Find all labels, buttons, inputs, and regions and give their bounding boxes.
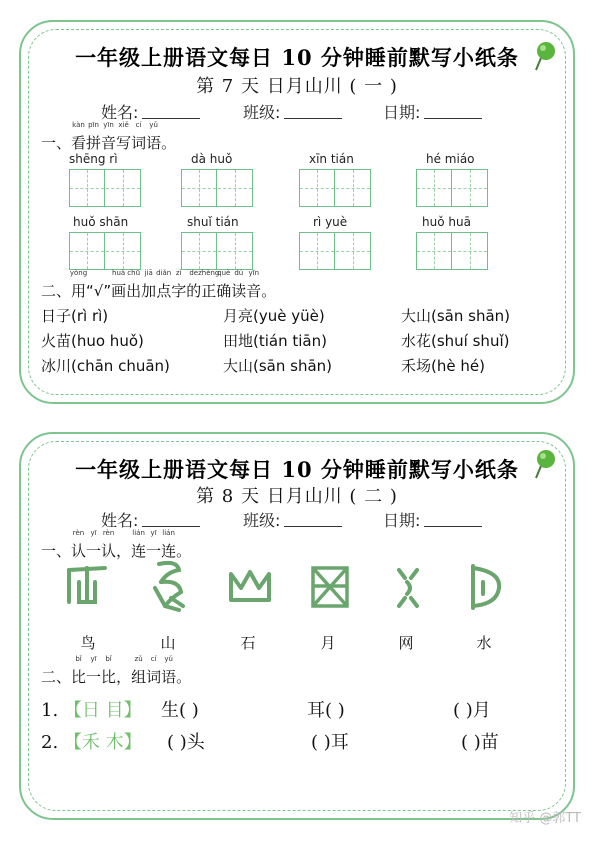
heading-pinyin: yī: [150, 529, 157, 537]
heading-pinyin: yòng: [69, 269, 88, 277]
section-2-heading: [41, 655, 192, 687]
section-number: 一、: [41, 542, 72, 560]
heading-pinyin: pīn: [88, 121, 99, 129]
date-field[interactable]: [383, 508, 482, 531]
heading-pinyin: yǔ: [164, 655, 173, 663]
heading-char: “√”: [86, 282, 112, 300]
name-blank[interactable]: [142, 512, 200, 527]
ancient-glyph-water-icon[interactable]: [467, 562, 503, 612]
heading-char: 词 cí: [131, 121, 147, 152]
heading-suffix: 。: [176, 668, 192, 686]
heading-pinyin: bǐ: [75, 655, 82, 663]
heading-char: 字 zì: [171, 269, 187, 300]
heading-pinyin: rèn: [72, 529, 85, 537]
heading-pinyin: diǎn: [156, 269, 172, 277]
writing-grid[interactable]: [299, 169, 371, 207]
heading-char: 加 jiā: [141, 269, 157, 300]
card-title: 一年级上册语文每日 10 分钟睡前默写小纸条: [75, 45, 519, 70]
heading-char: 出 chū: [126, 269, 142, 300]
class-field[interactable]: [243, 508, 342, 531]
date-label: 日期:: [383, 103, 421, 122]
pushpin-icon: [533, 448, 557, 480]
card-title: 一年级上册语文每日 10 分钟睡前默写小纸条: [75, 457, 519, 482]
heading-suffix: 。: [176, 542, 192, 560]
heading-char: 正 zhèng: [198, 269, 220, 300]
writing-grid[interactable]: [299, 232, 371, 270]
heading-pinyin: bǐ: [105, 655, 112, 663]
heading-char: 连 lián: [131, 529, 147, 560]
card-subtitle: 第 7 天 日月山川 ( 一 ): [196, 76, 398, 97]
heading-suffix: 。: [161, 134, 177, 152]
heading-pinyin: zǔ: [134, 655, 143, 663]
heading-char: 音 yīn: [246, 269, 262, 300]
fill-blank[interactable]: ( )苗: [461, 732, 499, 753]
heading-pinyin: yīn: [248, 269, 260, 277]
heading-pinyin: dú: [234, 269, 244, 277]
pinyin-label: huǒ huā: [422, 215, 471, 229]
pinyin-label: shuǐ tián: [187, 215, 239, 229]
heading-char: ，: [116, 668, 132, 686]
heading-char: 认 rèn: [101, 529, 117, 560]
pinyin-label: rì yuè: [313, 215, 348, 229]
ancient-glyph-mountain-icon[interactable]: [149, 558, 189, 614]
pushpin-icon: [533, 40, 557, 72]
fill-blank[interactable]: 耳( ): [307, 700, 345, 721]
reading-option[interactable]: 火苗(huo huǒ): [41, 332, 144, 350]
glyph-label[interactable]: 石: [240, 634, 256, 652]
exercise-row-1: [41, 696, 142, 722]
class-label: 班级:: [243, 511, 281, 530]
heading-pinyin: què: [217, 269, 231, 277]
char-pair-bracket: 【禾 木】: [63, 732, 142, 753]
heading-pinyin: kàn: [72, 121, 85, 129]
heading-char: 用 yòng: [69, 269, 88, 300]
name-field[interactable]: [101, 100, 200, 123]
name-label: 姓名:: [101, 511, 139, 530]
ancient-glyph-moon-icon[interactable]: [309, 564, 351, 610]
heading-pinyin: yǔ: [149, 121, 158, 129]
worksheet-card-day7: [19, 20, 575, 404]
fill-blank[interactable]: 生( ): [161, 700, 199, 721]
reading-option[interactable]: 禾场(hè hé): [401, 357, 485, 375]
reading-option[interactable]: 田地(tián tiān): [223, 332, 327, 350]
heading-char: 比 bǐ: [71, 655, 87, 686]
heading-char: 音 yīn: [101, 121, 117, 152]
pinyin-label: shēng rì: [69, 152, 118, 166]
heading-char: 确 què: [216, 269, 232, 300]
glyph-label[interactable]: 网: [398, 634, 414, 652]
reading-option[interactable]: 水花(shuí shuǐ): [401, 332, 510, 350]
heading-pinyin: yī: [90, 655, 97, 663]
writing-grid[interactable]: [181, 232, 253, 270]
heading-char: 点 diǎn: [156, 269, 172, 300]
reading-option[interactable]: 大山(sān shān): [223, 357, 333, 375]
heading-pinyin: zhèng: [198, 269, 220, 277]
heading-char: 认 rèn: [71, 529, 87, 560]
heading-char: 看 kàn: [71, 121, 87, 152]
heading-char: 一 yī: [86, 529, 102, 560]
glyph-label[interactable]: 鸟: [80, 634, 96, 652]
ancient-glyph-bird-icon[interactable]: [63, 562, 113, 612]
date-field[interactable]: [383, 100, 482, 123]
exercise-number: 2.: [41, 732, 59, 753]
heading-char: 拼 pīn: [86, 121, 102, 152]
class-blank[interactable]: [284, 512, 342, 527]
fill-blank[interactable]: ( )头: [167, 732, 205, 753]
class-label: 班级:: [243, 103, 281, 122]
heading-char: ，: [116, 542, 132, 560]
pinyin-label: huǒ shān: [73, 215, 129, 229]
heading-pinyin: zì: [175, 269, 182, 277]
reading-option[interactable]: 月亮(yuè yüè): [223, 307, 325, 325]
heading-pinyin: lián: [132, 529, 145, 537]
heading-suffix: 。: [261, 282, 277, 300]
heading-char: 比 bǐ: [101, 655, 117, 686]
reading-option[interactable]: 日子(rì rì): [41, 307, 109, 325]
heading-char: 画 huà: [111, 269, 127, 300]
heading-pinyin: xiě: [118, 121, 129, 129]
date-label: 日期:: [383, 511, 421, 530]
heading-char: 写 xiě: [116, 121, 132, 152]
heading-pinyin: cí: [135, 121, 142, 129]
card-subtitle: 第 8 天 日月山川 ( 二 ): [196, 486, 398, 507]
heading-char: 词 cí: [146, 655, 162, 686]
class-blank[interactable]: [284, 104, 342, 119]
worksheet-card-day8: [19, 432, 575, 820]
reading-option[interactable]: 大山(sān shān): [401, 307, 511, 325]
writing-grid[interactable]: [181, 169, 253, 207]
writing-grid[interactable]: [69, 232, 141, 270]
heading-char: 一 yī: [86, 655, 102, 686]
ancient-glyph-stone-icon[interactable]: [227, 566, 273, 606]
ancient-glyph-net-icon[interactable]: [393, 564, 423, 612]
section-number: 一、: [41, 134, 72, 152]
heading-char: 组 zǔ: [131, 655, 147, 686]
pinyin-label: hé miáo: [426, 152, 475, 166]
writing-grid[interactable]: [69, 169, 141, 207]
pinyin-label: xīn tián: [309, 152, 354, 166]
glyph-label[interactable]: 月: [320, 634, 336, 652]
char-pair-bracket: 【日 目】: [63, 700, 142, 721]
heading-pinyin: cí: [150, 655, 157, 663]
exercise-number: 1.: [41, 700, 59, 721]
reading-option[interactable]: 冰川(chān chuān): [41, 357, 170, 375]
heading-char: 语 yǔ: [161, 655, 177, 686]
heading-pinyin: jiā: [144, 269, 153, 277]
heading-pinyin: rèn: [102, 529, 115, 537]
heading-pinyin: lián: [162, 529, 175, 537]
heading-char: 的 de: [186, 269, 202, 300]
class-field[interactable]: [243, 100, 342, 123]
name-label: 姓名:: [101, 103, 139, 122]
writing-grid[interactable]: [416, 232, 488, 270]
heading-pinyin: chū: [127, 269, 141, 277]
heading-char: 连 lián: [161, 529, 177, 560]
glyph-label[interactable]: 山: [160, 634, 176, 652]
heading-pinyin: yī: [90, 529, 97, 537]
fill-blank[interactable]: ( )月: [453, 700, 491, 721]
fill-blank[interactable]: ( )耳: [311, 732, 349, 753]
heading-char: 语 yǔ: [146, 121, 162, 152]
heading-pinyin: de: [189, 269, 199, 277]
date-blank[interactable]: [424, 104, 482, 119]
pinyin-label: dà huǒ: [191, 152, 233, 166]
exercise-row-2: [41, 728, 142, 754]
glyph-label[interactable]: 水: [476, 634, 492, 652]
name-field[interactable]: [101, 508, 200, 531]
section-number: 二、: [41, 668, 72, 686]
watermark: 知乎 @郭TT: [509, 811, 581, 826]
section-1-heading: [41, 121, 177, 153]
heading-pinyin: huà: [112, 269, 126, 277]
section-number: 二、: [41, 282, 72, 300]
name-blank[interactable]: [142, 104, 200, 119]
heading-char: 读 dú: [231, 269, 247, 300]
heading-char: 一 yī: [146, 529, 162, 560]
heading-pinyin: yīn: [103, 121, 114, 129]
writing-grid[interactable]: [416, 169, 488, 207]
section-2-heading: [41, 269, 277, 301]
date-blank[interactable]: [424, 512, 482, 527]
